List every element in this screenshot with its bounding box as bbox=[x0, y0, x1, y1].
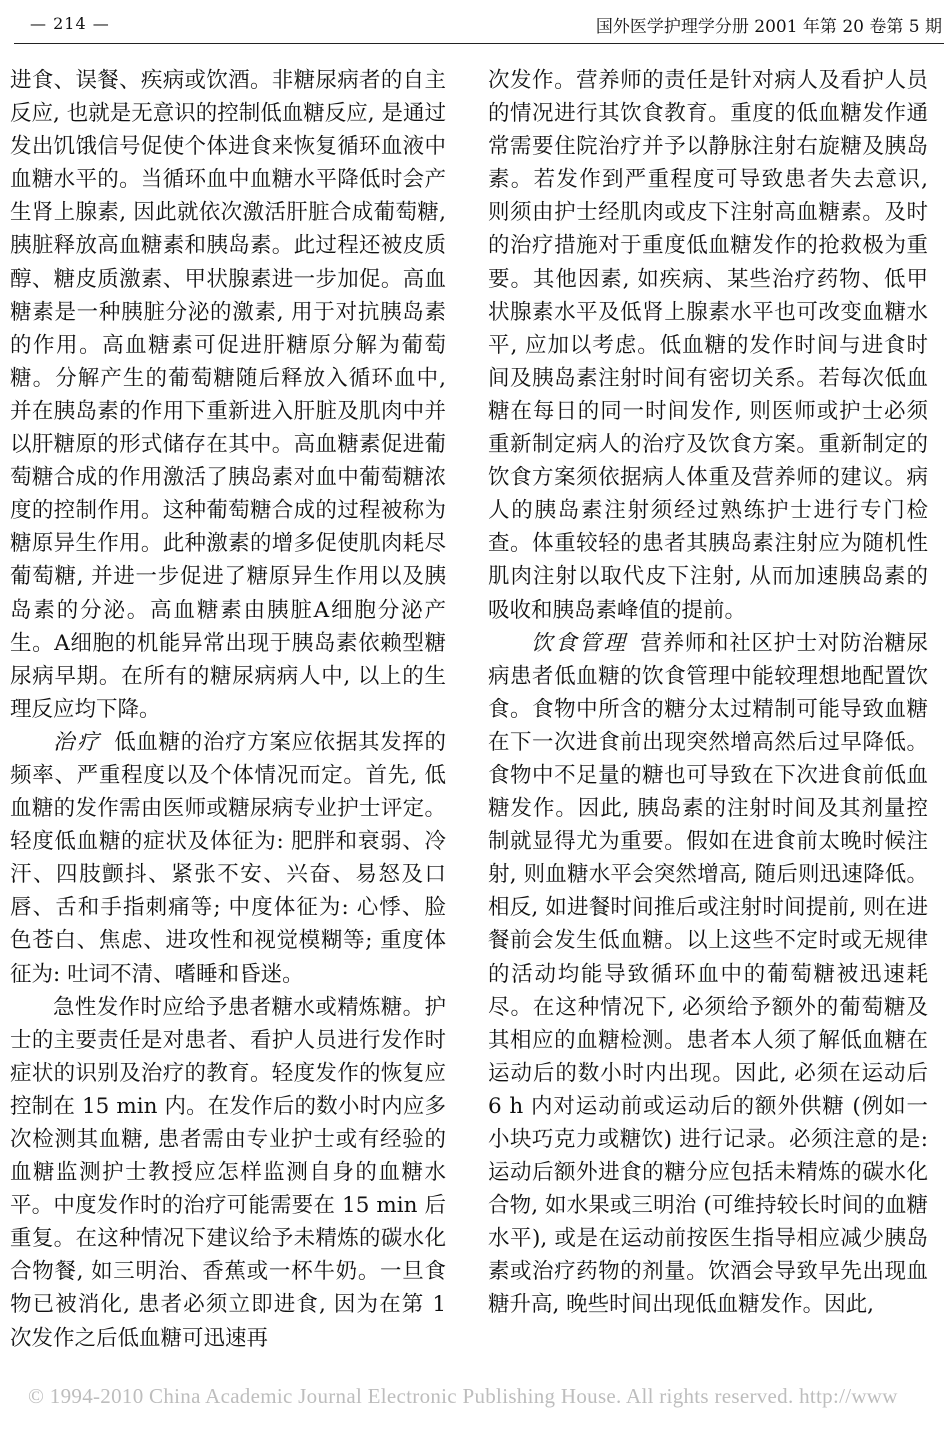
header-rule bbox=[14, 43, 944, 44]
diet-text: 营养师和社区护士对防治糖尿病患者低血糖的饮食管理中能较理想地配置饮食。食物中所含的糖分太过精制可能导致血糖在下一次进食前出现突然增高然后过早降低。食物中不足量的糖也可导致在下次进食前低血糖发作。因此, 胰岛素的注射时间及其剂量控制就显得尤为重要。假如在进食前太晚时候注射, 则血糖水平会突然增高, 随后则迅速降低。相反, 如进餐时间推后或注射时间提前, 则在进餐前会发生低血糖。以上这些不定时或无规律的活动均能导致循环血中的葡萄糖被迅速耗尽。在这种情况下, 必须给予额外的葡萄糖及其相应的血糖检测。患者本人须了解低血糖在运动后的数小时内出现。因此, 必须在运动后 6 h 内对运动前或运动后的额外供糖 (例如一小块巧克力或糖饮) 进行记录。必须注意的是: 运动后额外进食的糖分应包括未精炼的碳水化合物, 如水果或三明治 (可维持较长时间的血糖水平), 或是在运动前按医生指导相应减少胰岛素或治疗药物的剂量。饮酒会导致早先出现血糖升高, 晚些时间出现低血糖发作。因此, bbox=[488, 630, 928, 1318]
left-column bbox=[10, 64, 446, 1434]
right-paragraph-1: 次发作。营养师的责任是针对病人及看护人员的情况进行其饮食教育。重度的低血糖发作通常需要住院治疗并予以静脉注射右旋糖及胰岛素。若发作到严重程度可导致患者失去意识, 则须由护士经肌肉或皮下注射高血糖素。及时的治疗措施对于重度低血糖发作的抢救极为重要。其他因素, 如疾病、某些治疗药物、低甲状腺素水平及低肾上腺素水平也可改变血糖水平, 应加以考虑。低血糖的发作时间与进食时间及胰岛素注射时间有密切关系。若每次低血糖在每日的同一时间发作, 则医师或护士必须重新制定病人的治疗及饮食方案。重新制定的饮食方案须依据病人体重及营养师的建议。病人的胰岛素注射须经过熟练护士进行专门检查。体重较轻的患者其胰岛素注射应为随机性肌肉注射以取代皮下注射, 从而加速胰岛素的吸收和胰岛素峰值的提前。 bbox=[488, 68, 928, 623]
left-paragraph-treatment bbox=[10, 726, 446, 991]
section-heading-treatment: 治疗 bbox=[53, 729, 102, 755]
right-column bbox=[488, 64, 928, 1434]
page-header bbox=[0, 0, 950, 46]
copyright-watermark: © 1994-2010 China Academic Journal Electronic Publishing House. All rights reserved. http://www bbox=[28, 1384, 898, 1408]
page-number: — 214 — bbox=[30, 14, 110, 33]
right-paragraph-diet bbox=[488, 627, 928, 1322]
left-paragraph-3: 急性发作时应给予患者糖水或精炼糖。护士的主要责任是对患者、看护人员进行发作时症状的识别及治疗的教育。轻度发作的恢复应控制在 15 min 内。在发作后的数小时内应多次检测其血糖, 患者需由专业护士或有经验的血糖监测护士教授应怎样监测自身的血糖水平。中度发作时的治疗可能需要在 15 min 后重复。在这种情况下建议给予未精炼的碳水化合物餐, 如三明治、香蕉或一杯牛奶。一旦食物已被消化, 患者必须立即进食, 因为在第 1 次发作之后低血糖可迅速再 bbox=[10, 994, 446, 1351]
treatment-text: 低血糖的治疗方案应依据其发挥的频率、严重程度以及个体情况而定。首先, 低血糖的发作需由医师或糖尿病专业护士评定。轻度低血糖的症状及体征为: 肥胖和衰弱、冷汗、四肢颤抖、紧张不安、兴奋、易怒及口唇、舌和手指刺痛等; 中度体征为: 心悸、脸色苍白、焦虑、进攻性和视觉模糊等; 重度体征为: 吐词不清、嗜睡和昏迷。 bbox=[10, 729, 446, 987]
left-paragraph-1: 进食、误餐、疾病或饮酒。非糖尿病者的自主反应, 也就是无意识的控制低血糖反应, 是通过发出饥饿信号促使个体进食来恢复循环血液中血糖水平的。当循环血中血糖水平降低时会产生肾上腺素, 因此就依次激活肝脏合成葡萄糖, 胰脏释放高血糖素和胰岛素。此过程还被皮质醇、糖皮质激素、甲状腺素进一步加促。高血糖素是一种胰脏分泌的激素, 用于对抗胰岛素的作用。高血糖素可促进肝糖原分解为葡萄糖。分解产生的葡萄糖随后释放入循环血中, 并在胰岛素的作用下重新进入肝脏及肌肉中并以肝糖原的形式储存在其中。高血糖素促进葡萄糖合成的作用激活了胰岛素对血中葡萄糖浓度的控制作用。这种葡萄糖合成的过程被称为糖原异生作用。此种激素的增多促使肌肉耗尽葡萄糖, 并进一步促进了糖原异生作用以及胰岛素的分泌。高血糖素由胰脏A细胞分泌产生。A细胞的机能异常出现于胰岛素依赖型糖尿病早期。在所有的糖尿病病人中, 以上的生理反应均下降。 bbox=[10, 68, 446, 722]
section-heading-diet: 饮食管理 bbox=[531, 630, 628, 656]
journal-title: 国外医学护理学分册 2001 年第 20 卷第 5 期 bbox=[595, 17, 942, 37]
